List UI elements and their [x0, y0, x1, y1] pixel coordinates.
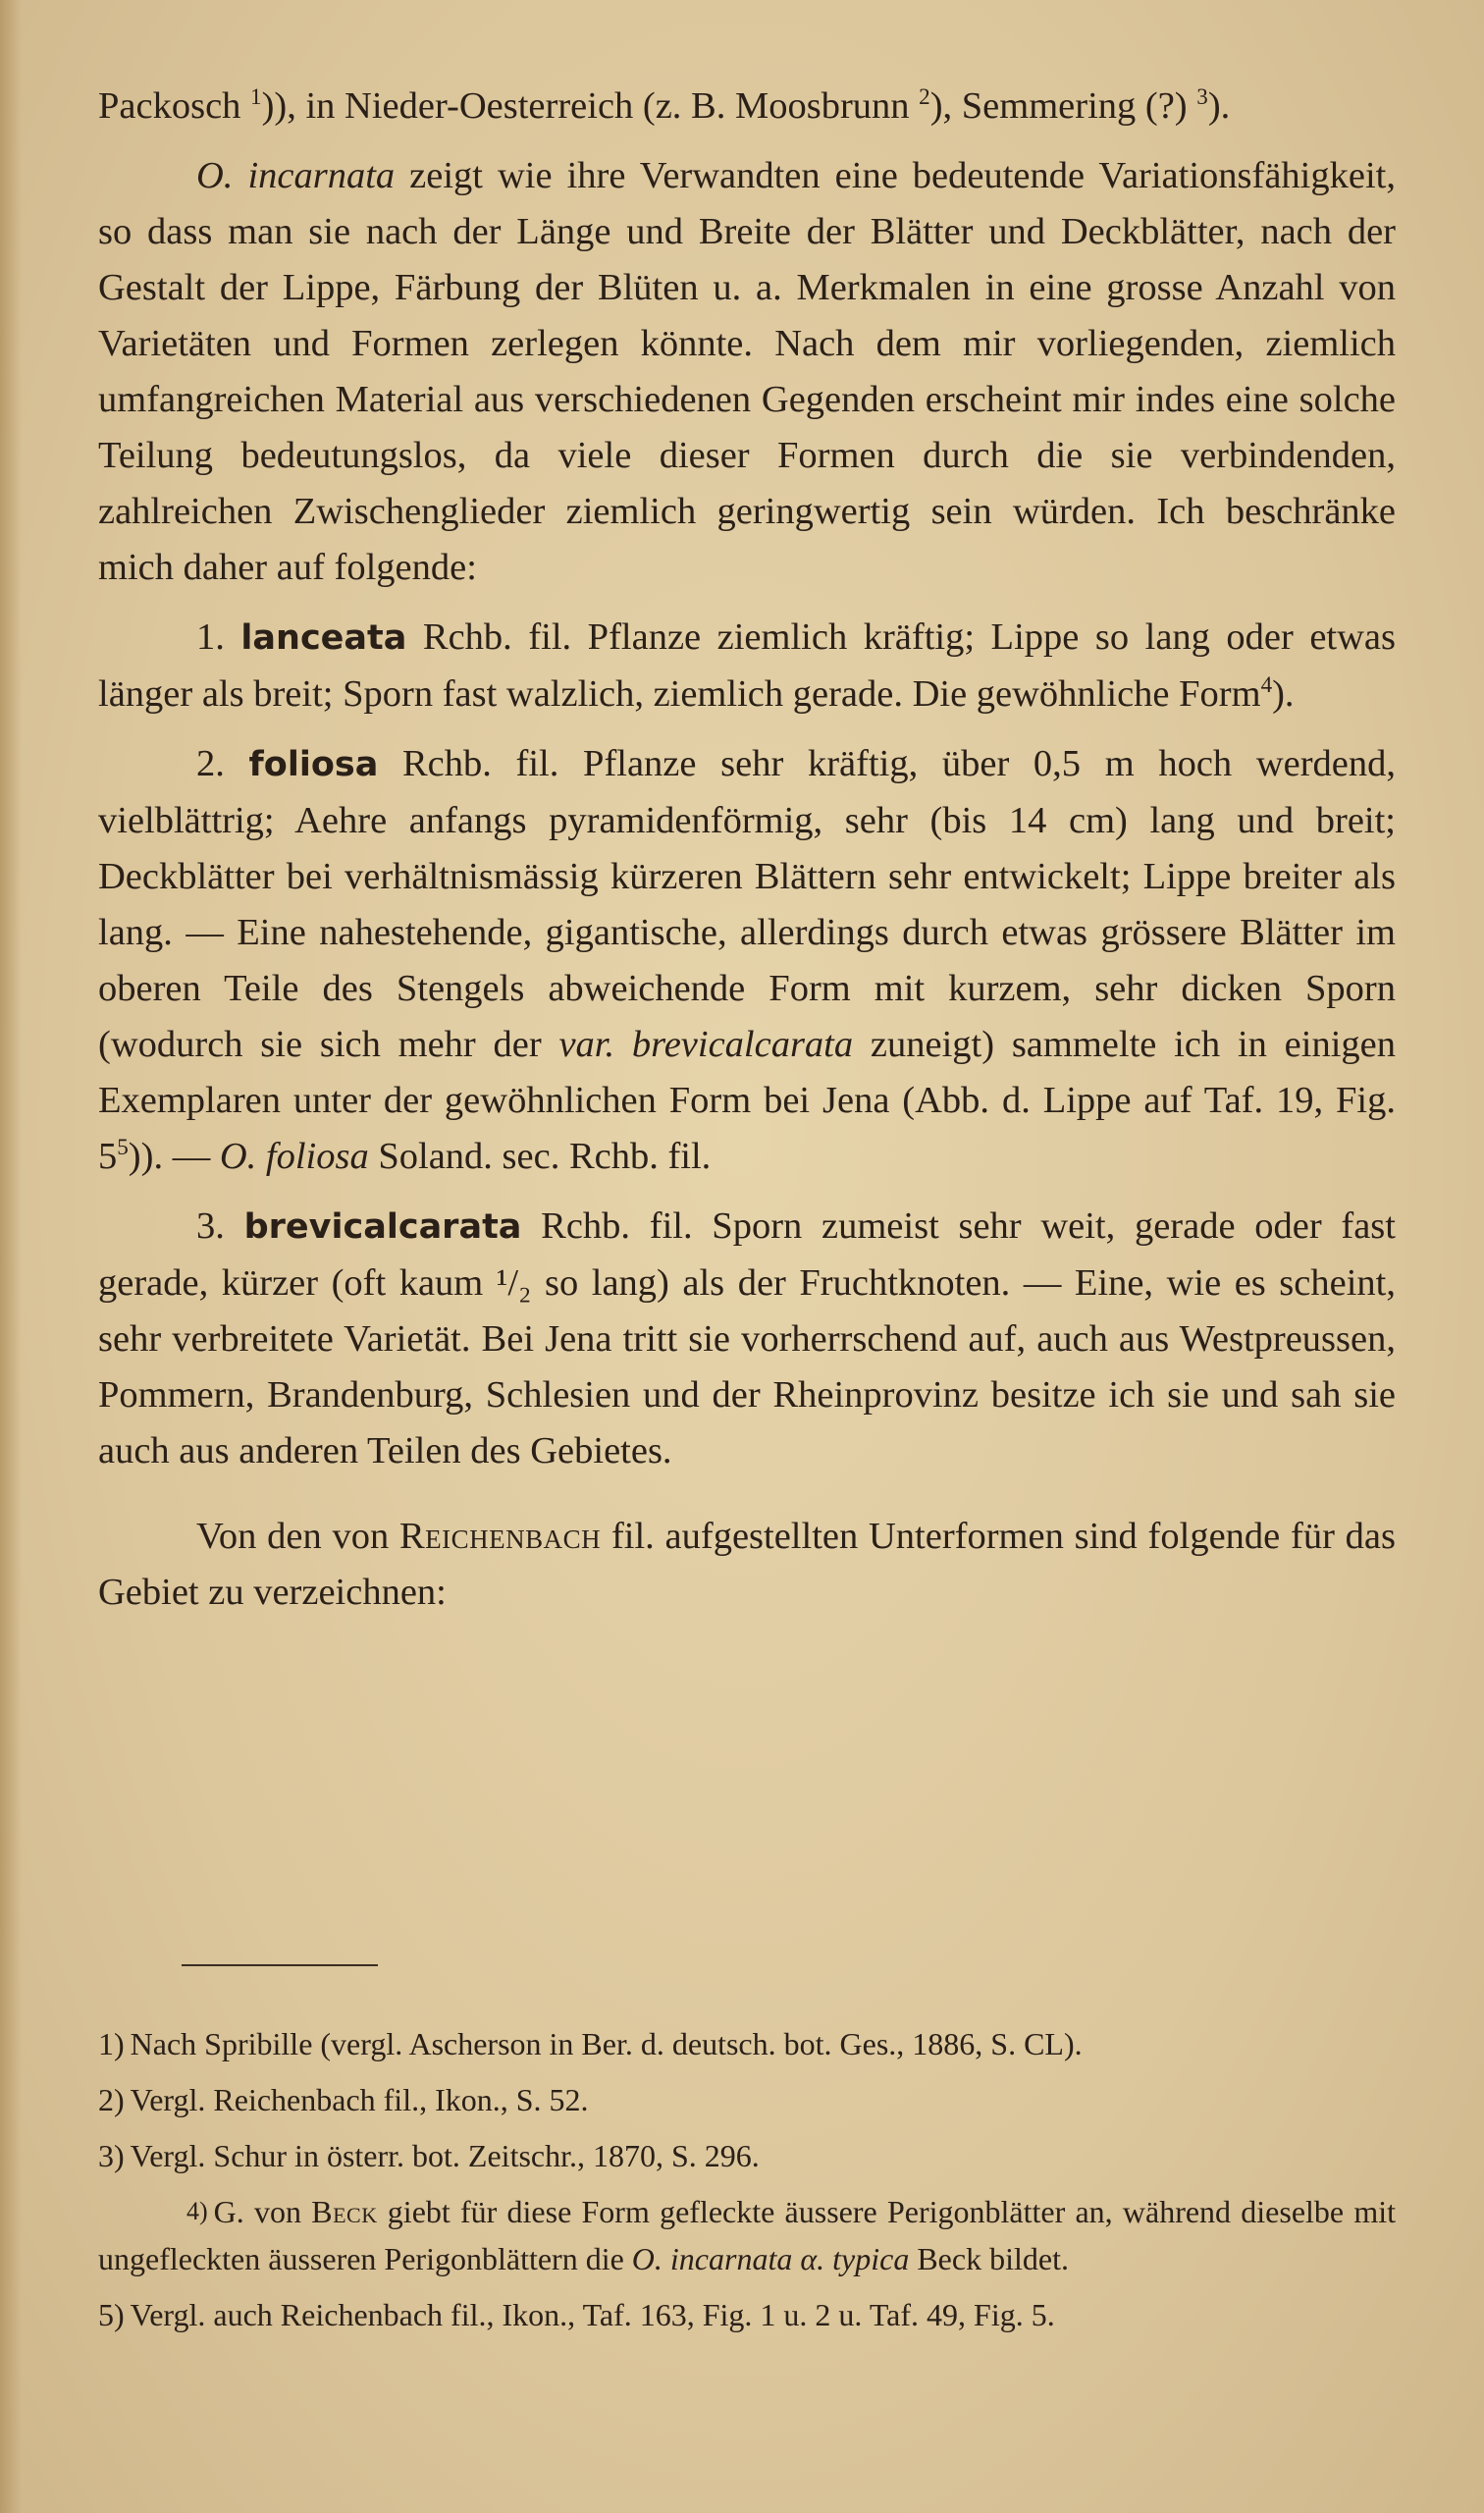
footnote-2: 2) Vergl. Reichenbach fil., Ikon., S. 52.: [98, 2082, 589, 2117]
footnote-ref-2: 2: [919, 83, 930, 110]
variety-foliosa: 2. foliosa Rchb. fil. Pflanze sehr kräftig, über 0,5 m hoch werdend, vielblättrig; Aehre anfangs pyramidenförmig, sehr (bis 14 cm) lang und breit; Deckblätter bei verhältnismässig kürzeren Blättern sehr entwickelt; Lippe breiter als lang. — Eine nahestehende, gigantische, allerdings durch etwas grössere Blätter im oberen Teile des Stengels abweichende Form mit kurzem, sehr dicken Sporn (wodurch sie sich mehr der var. brevicalcarata zuneigt) sammelte ich in einigen Exemplaren unter der gewöhnlichen Form bei Jena (Abb. d. Lippe auf Taf. 19, Fig. $5^5$)). — O. foliosa Soland. sec. Rchb. fil.: [98, 743, 1397, 1177]
variety-name: lanceata: [240, 618, 407, 658]
paragraph-subforms: Von den von Reichenbach fil. aufgestellten Unterformen sind folgende für das Gebiet zu verzeichnen:: [98, 1516, 1396, 1613]
footnote-ref-3: 3: [1196, 83, 1208, 110]
footnote-divider: [182, 1964, 378, 1966]
author-name: Reichenbach: [398, 1516, 602, 1557]
footnote-ref-5: 5: [117, 1134, 129, 1160]
footnote-ref-4: 4: [1260, 671, 1273, 698]
footnote-1: 1) Nach Spribille (vergl. Ascherson in Ber. d. deutsch. bot. Ges., 1886, S. CL).: [98, 2026, 1083, 2061]
variety-name: brevicalcarata: [243, 1207, 522, 1247]
body-text: [98, 79, 1396, 1621]
species-reference: O. incarnata α. typica: [631, 2241, 910, 2276]
footnote-ref-1: 1: [250, 83, 262, 110]
species-name: O. foliosa: [219, 1136, 369, 1177]
footnotes: [98, 2020, 1396, 2347]
footnote-5: 5) Vergl. auch Reichenbach fil., Ikon., Taf. 163, Fig. 1 u. 2 u. Taf. 49, Fig. 5.: [98, 2297, 1055, 2332]
variety-brevicalcarata: 3. brevicalcarata Rchb. fil. Sporn zumeist sehr weit, gerade oder fast gerade, kürzer (oft kaum ¹/₂ so lang) als der Fruchtknoten. — Eine, wie es scheint, sehr verbreitete Varietät. Bei Jena tritt sie vorherrschend auf, auch aus Westpreussen, Pommern, Brandenburg, Schlesien und der Rheinprovinz besitze ich sie und sah sie auch aus anderen Teilen des Gebietes.: [98, 1205, 1396, 1471]
footnote-4: 4) G. von Beck giebt für diese Form gefleckte äussere Perigonblätter an, während dieselbe mit ungefleckten äusseren Perigonblättern die O. incarnata α. typica Beck bildet.: [98, 2194, 1397, 2276]
author-name: Beck: [311, 2194, 378, 2229]
species-name: O. incarnata: [196, 155, 396, 196]
variety-name: foliosa: [248, 745, 379, 784]
variety-lanceata: 1. lanceata Rchb. fil. Pflanze ziemlich kräftig; Lippe so lang oder etwas länger als breit; Sporn fast walzlich, ziemlich gerade. Die gewöhnliche Form$^4$).: [98, 616, 1397, 715]
footnote-3: 3) Vergl. Schur in österr. bot. Zeitschr., 1870, S. 296.: [98, 2138, 760, 2173]
variety-reference: var. brevicalcarata: [558, 1024, 854, 1065]
paragraph-intro: O. incarnata zeigt wie ihre Verwandten eine bedeutende Variationsfähigkeit, so dass man sie nach der Länge und Breite der Blätter und Deckblätter, nach der Gestalt der Lippe, Färbung der Blüten u. a. Merkmalen in eine grosse Anzahl von Varietäten und Formen zerlegen könnte. Nach dem mir vorliegenden, ziemlich umfangreichen Material aus verschiedenen Gegenden erscheint mir indes eine solche Teilung bedeutungslos, da viele dieser Formen durch die sie verbindenden, zahlreichen Zwischenglieder ziemlich geringwertig sein würden. Ich beschränke mich daher auf folgende:: [98, 155, 1396, 588]
paragraph-continuation: Packosch $^1$)), in Nieder-Oesterreich (z. B. Moosbrunn $^2$), Semmering (?) $^3$).: [98, 83, 1231, 127]
page-edge-shadow: [0, 0, 22, 2513]
fraction: ¹/₂: [496, 1262, 532, 1304]
